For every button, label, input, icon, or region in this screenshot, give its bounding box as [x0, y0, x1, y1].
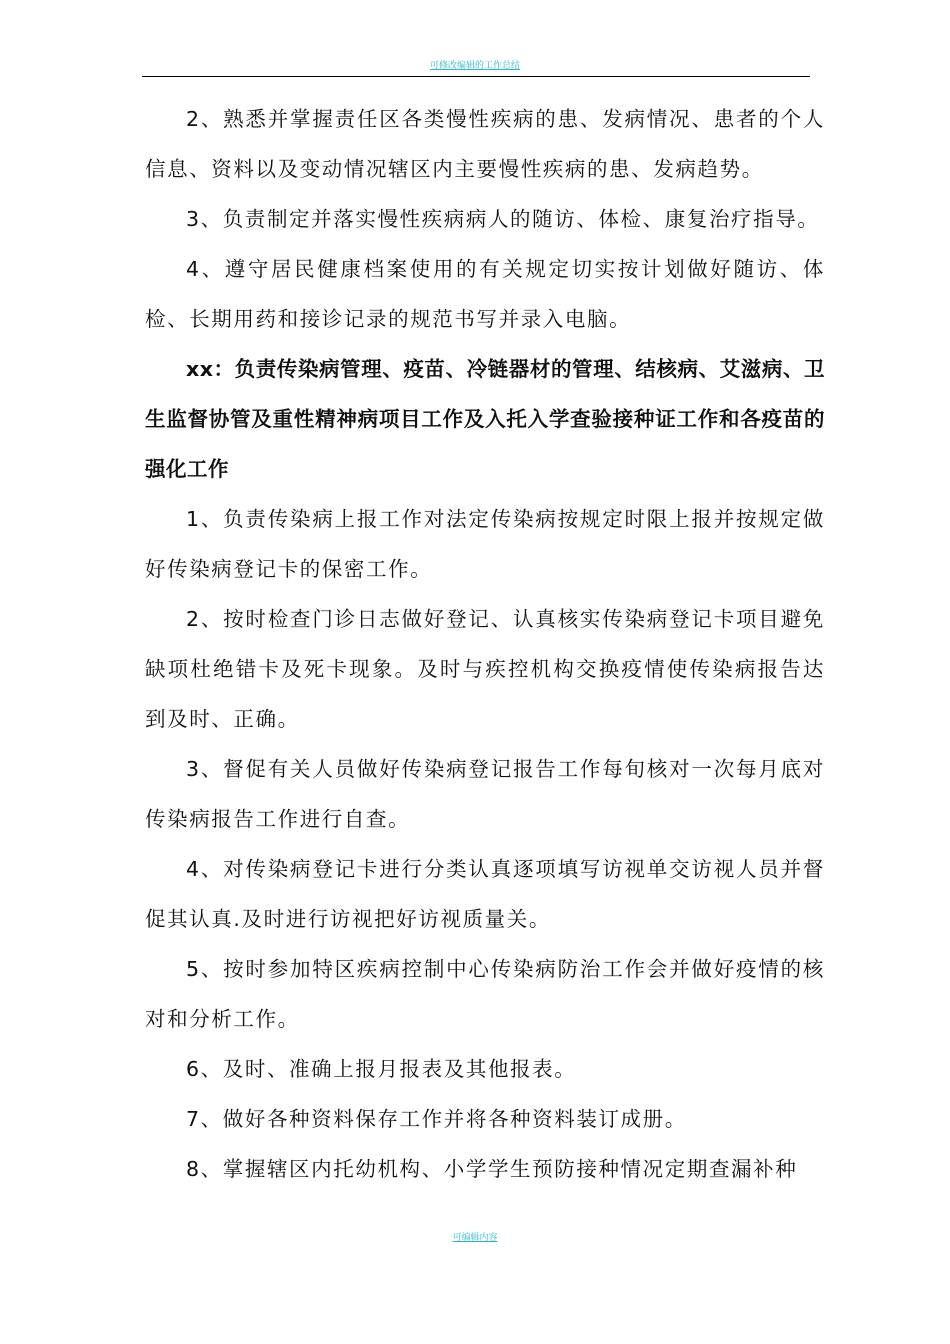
paragraph: 7、做好各种资料保存工作并将各种资料装订成册。 [186, 1107, 687, 1131]
document-body [145, 94, 825, 1194]
paragraph: 4、遵守居民健康档案使用的有关规定切实按计划做好随访、体检、长期用药和接诊记录的规范书写并录入电脑。 [145, 257, 825, 331]
paragraph: 2、按时检查门诊日志做好登记、认真核实传染病登记卡项目避免缺项杜绝错卡及死卡现象。及时与疾控机构交换疫情使传染病报告达到及时、正确。 [145, 607, 825, 731]
paragraph: 2、熟悉并掌握责任区各类慢性疾病的患、发病情况、患者的个人信息、资料以及变动情况辖区内主要慢性疾病的患、发病趋势。 [145, 107, 825, 181]
paragraph: 6、及时、准确上报月报表及其他报表。 [186, 1057, 577, 1081]
paragraph: 1、负责传染病上报工作对法定传染病按规定时限上报并按规定做好传染病登记卡的保密工作。 [145, 507, 825, 581]
section-heading: xx：负责传染病管理、疫苗、冷链器材的管理、结核病、艾滋病、卫生监督协管及重性精神病项目工作及入托入学查验接种证工作和各疫苗的强化工作 [145, 357, 825, 481]
paragraph: 8、掌握辖区内托幼机构、小学学生预防接种情况定期查漏补种 [186, 1157, 798, 1181]
paragraph: 5、按时参加特区疾病控制中心传染病防治工作会并做好疫情的核对和分析工作。 [145, 957, 825, 1031]
header-rule [142, 76, 810, 77]
paragraph: 3、督促有关人员做好传染病登记报告工作每旬核对一次每月底对传染病报告工作进行自查。 [145, 757, 825, 831]
paragraph: 3、负责制定并落实慢性疾病病人的随访、体检、康复治疗指导。 [186, 207, 820, 231]
page-footer: 可编辑内容 [452, 1233, 498, 1243]
paragraph: 4、对传染病登记卡进行分类认真逐项填写访视单交访视人员并督促其认真.及时进行访视把好访视质量关。 [145, 857, 825, 931]
page-header: 可修改编辑的工作总结 [429, 61, 520, 71]
